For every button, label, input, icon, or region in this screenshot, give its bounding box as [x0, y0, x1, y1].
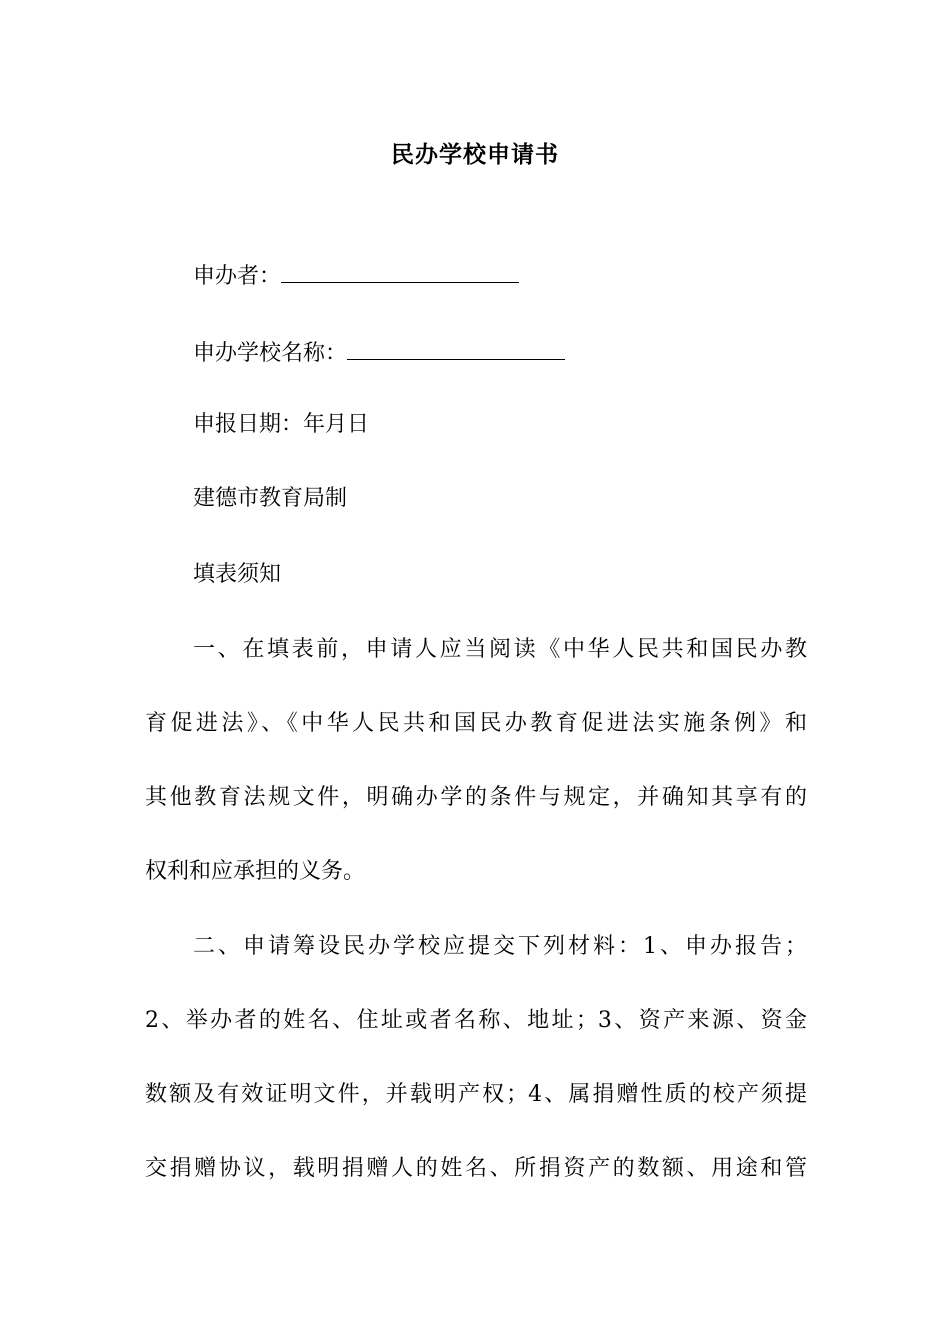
paragraph-1-line: 权利和应承担的义务。	[145, 859, 366, 884]
report-date: 申报日期：年月日	[193, 412, 370, 437]
school-name-blank-line	[347, 337, 565, 360]
paragraph-2-line: 数额及有效证明文件，并载明产权；4、属捐赠性质的校产须提	[145, 1082, 807, 1107]
applicant-blank-line	[281, 260, 519, 283]
issuer-line: 建德市教育局制	[193, 486, 348, 511]
document-title: 民办学校申请书	[391, 141, 559, 168]
school-name-label: 申办学校名称：	[193, 341, 348, 366]
paragraph-2	[145, 910, 807, 1206]
applicant-label: 申办者：	[193, 264, 282, 289]
paragraph-1-line: 育促进法》、《中华人民共和国民办教育促进法实施条例》和	[145, 711, 807, 736]
paragraph-2-line: 2、举办者的姓名、住址或者名称、地址；3、资产来源、资金	[145, 1008, 807, 1033]
paragraph-1-line: 一、在填表前，申请人应当阅读《中华人民共和国民办教	[193, 637, 807, 662]
notice-heading: 填表须知	[193, 562, 282, 587]
applicant-field	[193, 260, 519, 292]
paragraph-2-line: 交捐赠协议，载明捐赠人的姓名、所捐资产的数额、用途和管	[145, 1156, 807, 1181]
paragraph-1	[145, 613, 807, 909]
paragraph-2-line: 二、申请筹设民办学校应提交下列材料：1、申办报告；	[193, 934, 807, 959]
school-name-field	[193, 337, 565, 369]
paragraph-1-line: 其他教育法规文件，明确办学的条件与规定，并确知其享有的	[145, 785, 807, 810]
